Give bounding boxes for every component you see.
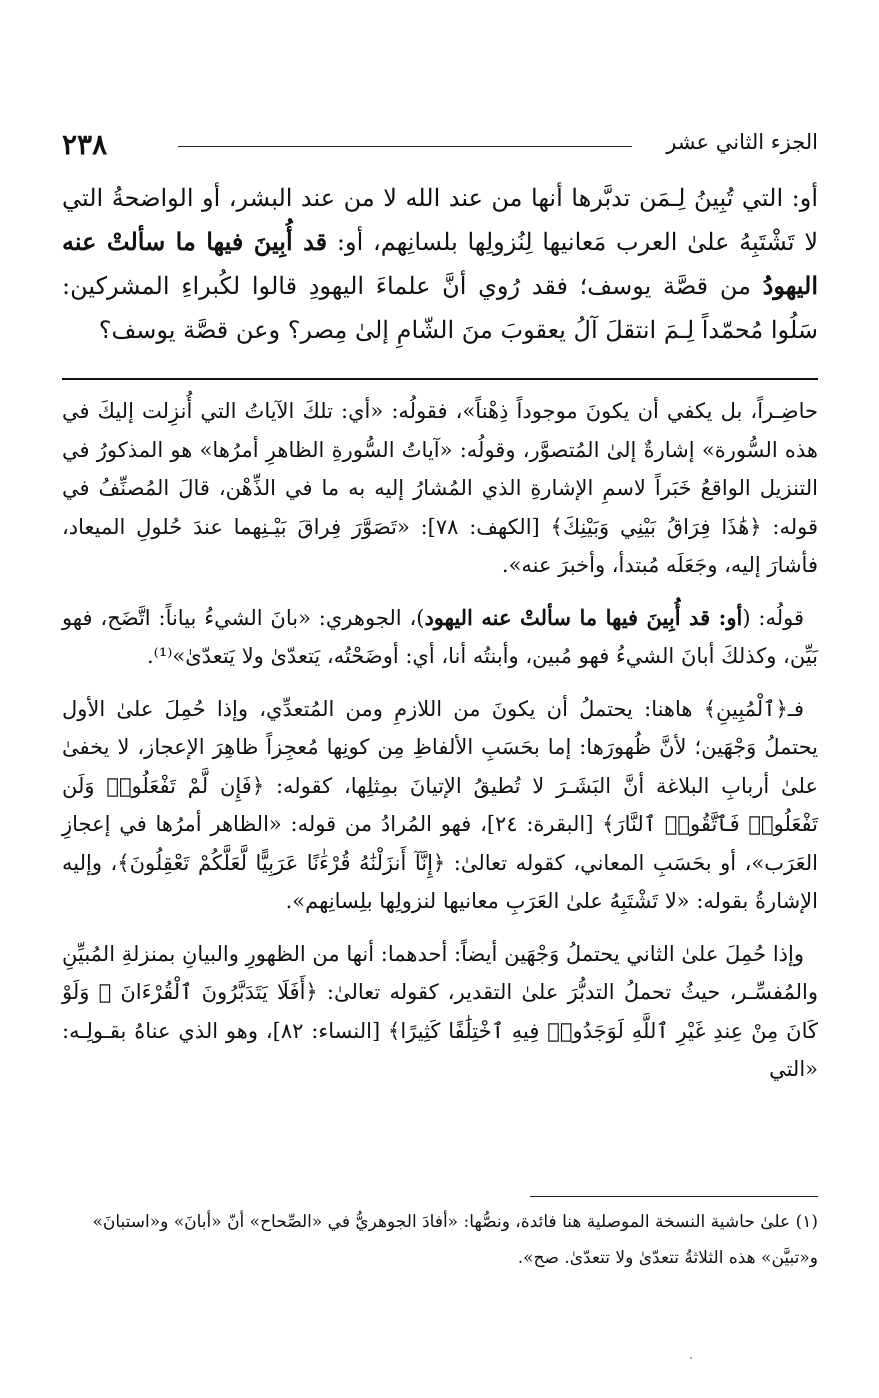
commentary-paragraph-2: [62, 599, 818, 676]
page-number: ٢٣٨: [62, 128, 108, 161]
commentary-paragraph-4: وإذا حُمِلَ علىٰ الثاني يحتملُ وَجْهَين أيضاً: أحدهما: أنها من الظهورِ والبيانِ بمنزلةِ المُبيِّنِ والمُفسِّـر، حيثُ تحملُ التدبُّرَ علىٰ التقدير، كقوله تعالىٰ: ﴿أَفَلَا يَتَدَبَّرُونَ ٱلْقُرْءَانَ ۚ وَلَوْ كَانَ مِنْ عِندِ غَيْرِ ٱللَّهِ لَوَجَدُوا۟ فِيهِ ٱخْتِلَٰفًا كَثِيرًا﴾ [النساء: ٨٢]، وهو الذي عناهُ بقـولِـه: «التي: [62, 941, 818, 1081]
footnotes: [62, 1204, 818, 1276]
commentary-paragraph-3: فـ﴿ٱلْمُبِينِ﴾ هاهنا: يحتملُ أن يكونَ من اللازمِ ومن المُتعدِّي، وإذا حُمِلَ علىٰ الأول يحتملُ وَجْهَين؛ لأنَّ ظُهورَها: إما بحَسَبِ الألفاظِ مِن كونِها مُعجِزاً ظاهِرَ الإعجاز، لا يخفىٰ علىٰ أربابِ البلاغة أنَّ البَشَـرَ لا تُطيقُ الإتيانَ بمِثلِها، كقوله: ﴿فَإِن لَّمْ تَفْعَلُوا۟ وَلَن تَفْعَلُوا۟ فَٱتَّقُوا۟ ٱلنَّارَ﴾ [البقرة: ٢٤]، فهو المُرادُ من قوله: «الظاهر أمرُها في إعجازِ العَرَب»، أو بحَسَبِ المعاني، كقوله تعالىٰ: ﴿إِنَّآ أَنزَلْنَٰهُ قُرْءَٰنًا عَرَبِيًّا لَّعَلَّكُمْ تَعْقِلُونَ﴾، وإليه الإشارةُ بقوله: «لا تَشْتَبِهُ علىٰ العَرَبِ معانيها لنزولِها بلِسانِهم».: [62, 696, 819, 913]
main-text-part3: من قصَّة يوسف؛ فقد رُوي أنَّ علماءَ اليهودِ قالوا لكُبراءِ المشركين: سَلُوا مُحمّداً لِـمَ انتقلَ آلُ يعقوبَ منَ الشّامِ إلىٰ مِصر؟ وعن قصَّة يوسف؟: [62, 272, 818, 344]
main-paragraph: [62, 176, 818, 352]
main-text-highlight: قد أُبِينَ فيها ما سألتْ عنه اليهودُ: [62, 227, 818, 300]
commentary-text: [62, 392, 818, 1103]
footnote-1-line-2: و«تبيَّن» هذه الثلاثةُ تتعدّىٰ ولا تتعدّىٰ. صح».: [517, 1248, 818, 1268]
main-tafsir-text: [62, 176, 818, 352]
running-title: الجزء الثاني عشر: [666, 130, 818, 154]
commentary-p2-rest: )، الجوهري: «بانَ الشيءُ بياناً: اتَّضَح، فهو بَيِّن، وكذلكَ أبانَ الشيءُ فهو مُبين، وأبنتُه أنا، أي: أوضَحْتُه، يَتعدّىٰ ولا يَتعدّىٰ»⁽¹⁾.: [62, 605, 818, 668]
commentary-p2-lead: قولُه: (: [742, 605, 804, 630]
scan-speck: [690, 1357, 692, 1359]
header-rule: [178, 146, 632, 147]
footnote-rule: [530, 1196, 818, 1197]
footnote-1-line-1: (١) علىٰ حاشية النسخة الموصلية هنا فائدة، ونصُّها: «أفادَ الجوهريُّ في «الصِّحاح» أنّ «أبانَ» و«استبانَ»: [92, 1212, 818, 1232]
page-header: [62, 126, 818, 166]
commentary-p2-quote: أو: قد أُبِينَ فيها ما سألتْ عنه اليهود: [424, 604, 743, 630]
text-commentary-divider: [62, 378, 818, 380]
commentary-paragraph-1: حاضِـراً، بل يكفي أن يكونَ موجوداً ذِهْناً»، فقولُه: «أي: تلكَ الآياتُ التي أُنزِلت إليكَ في هذه السُّورة» إشارةٌ إلىٰ المُتصوَّر، وقولُه: «آياتُ السُّورةِ الظاهرِ أمرُها» هو المذكورُ في التنزيل الواقعُ خَبَراً لاسمِ الإشارةِ الذي المُشارُ إليه به ما في الذِّهْن، قالَ المُصنِّفُ في قوله: ﴿هَٰذَا فِرَاقُ بَيْنِي وَبَيْنِكَ﴾ [الكهف: ٧٨]: «تَصَوَّرَ فِراقَ بَيْـنِهما عندَ حُلولِ الميعاد، فأشارَ إليه، وجَعَلَه مُبتدأ، وأخبرَ عنه».: [62, 399, 818, 577]
main-text-part1: أو: التي تُبِينُ لِـمَن تدبَّرها أنها من عند الله لا من عند البشر، أو الواضحةُ التي لا تَشْتَبِهُ علىٰ العرب مَعانيها لِنُزولِها بلسانِهم، أو:: [62, 184, 819, 256]
